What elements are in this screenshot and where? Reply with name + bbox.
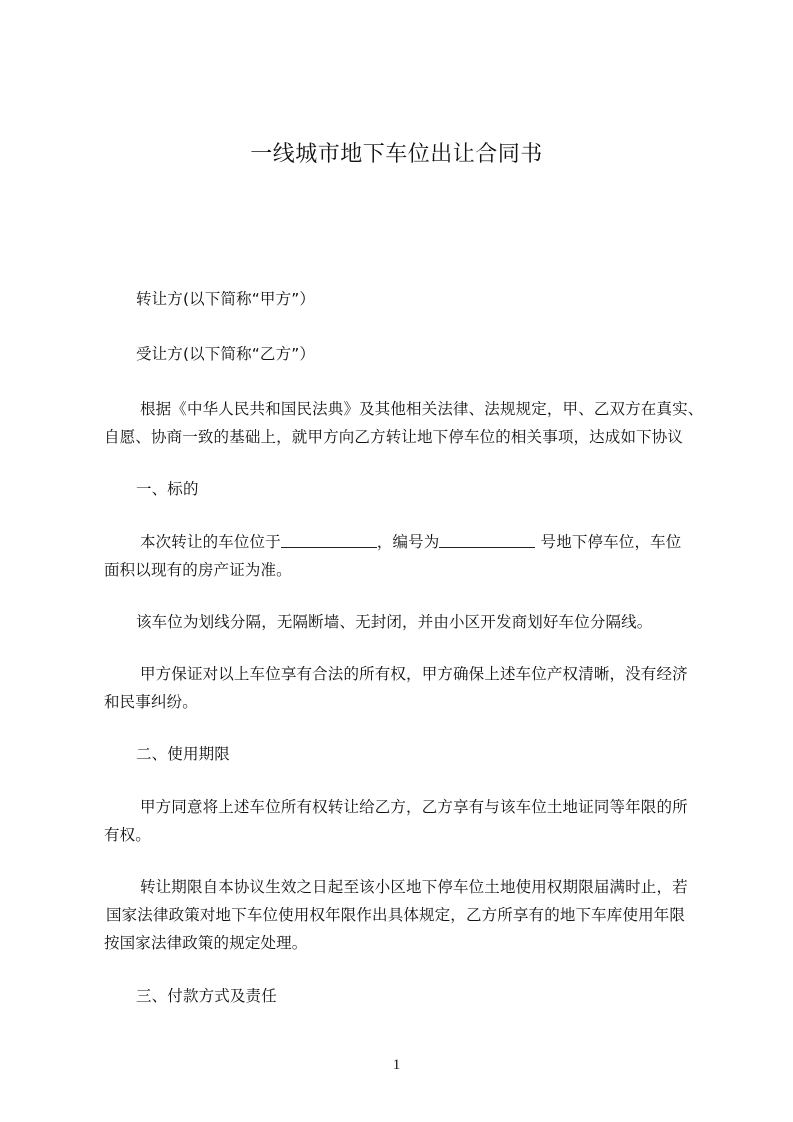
- page-title: 一线城市地下车位出让合同书: [250, 142, 543, 167]
- section-3-heading: 三、付款方式及责任: [136, 987, 277, 1005]
- location-prefix: 本次转让的车位位于: [140, 533, 281, 551]
- location-middle: ，编号为: [376, 533, 440, 551]
- term-line-3: 按国家法律政策的规定处理。: [104, 934, 308, 952]
- preamble-line-2: 自愿、协商一致的基础上，就甲方向乙方转让地下停车位的相关事项，达成如下协议: [104, 428, 684, 446]
- term-line-2: 国家法律政策对地下车位使用权年限作出具体规定，乙方所享有的地下车库使用年限: [106, 906, 686, 924]
- guarantee-line-2: 和民事纠纷。: [104, 693, 198, 711]
- preamble-line-1: 根据《中华人民共和国民法典》及其他相关法律、法规规定，甲、乙双方在真实、: [140, 400, 704, 418]
- section-1-heading: 一、标的: [136, 480, 199, 498]
- term-line-1: 转让期限自本协议生效之日起至该小区地下停车位土地使用权期限届满时止，若: [140, 878, 688, 896]
- location-blank[interactable]: [281, 533, 377, 548]
- location-line-1: [140, 531, 681, 553]
- guarantee-line-1: 甲方保证对以上车位享有合法的所有权，甲方确保上述车位产权清晰，没有经济: [140, 665, 688, 683]
- transferee-line: 受让方(以下简称“乙方”）: [136, 345, 316, 363]
- location-suffix: 号地下停车位，车位: [535, 533, 682, 551]
- ownership-line-1: 甲方同意将上述车位所有权转让给乙方，乙方享有与该车位土地证同等年限的所: [140, 798, 688, 816]
- page-number: 1: [392, 1057, 401, 1073]
- location-line-2: 面积以现有的房产证为准。: [104, 561, 292, 579]
- ownership-line-2: 有权。: [104, 826, 151, 844]
- partition-line: 该车位为划线分隔，无隔断墙、无封闭，并由小区开发商划好车位分隔线。: [136, 613, 653, 631]
- transferor-line: 转让方(以下简称“甲方”）: [136, 290, 316, 308]
- section-2-heading: 二、使用期限: [136, 745, 230, 763]
- number-blank[interactable]: [439, 533, 535, 548]
